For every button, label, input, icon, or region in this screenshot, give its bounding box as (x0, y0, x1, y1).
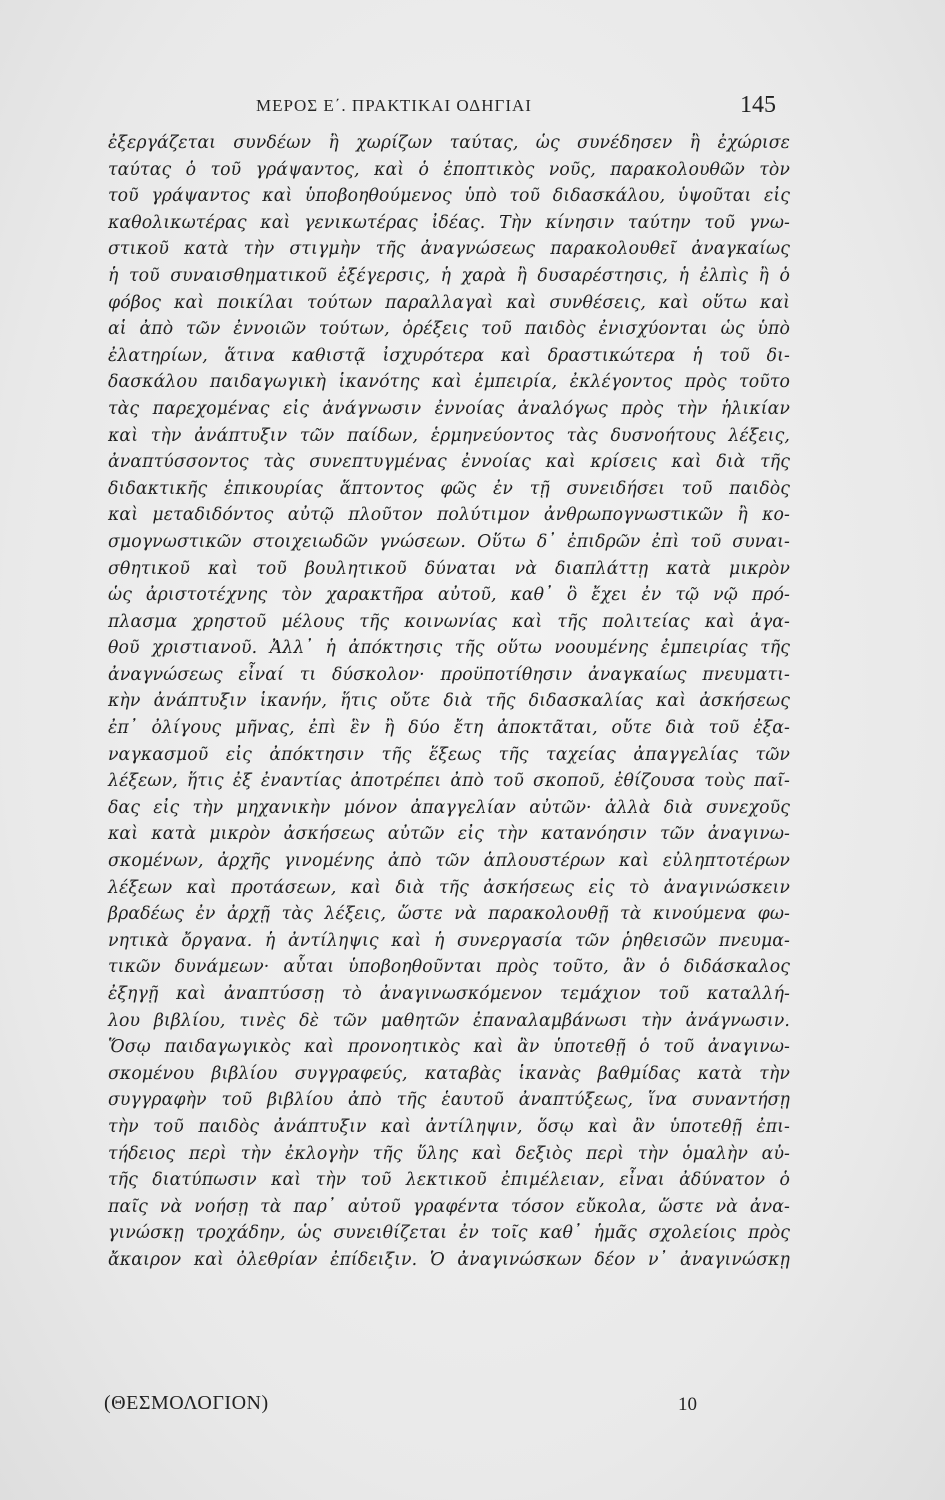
text-line: ἄκαιρον καὶ ὀλεθρίαν ἐπίδειξιν. Ὁ ἀναγινώσκων δέον ν᾽ ἀναγινώσκῃ (108, 1249, 790, 1270)
text-line: κὴν ἀνάπτυξιν ἱκανήν, ἥτις οὔτε διὰ τῆς διδασκαλίας καὶ ἀσκήσεως (108, 691, 790, 712)
text-line: ὡς ἀριστοτέχνης τὸν χαρακτῆρα αὐτοῦ, καθ᾽ ὃ ἔχει ἐν τῷ νῷ πρό- (108, 585, 790, 606)
text-line: ναγκασμοῦ εἰς ἀπόκτησιν τῆς ἕξεως τῆς ταχείας ἀπαγγελίας τῶν (108, 744, 790, 765)
text-line: αἱ ἀπὸ τῶν ἐννοιῶν τούτων, ὀρέξεις τοῦ παιδὸς ἐνισχύονται ὡς ὑπὸ (108, 319, 790, 340)
text-line: λου βιβλίου, τινὲς δὲ τῶν μαθητῶν ἐπαναλαμβάνωσι τὴν ἀνάγνωσιν. (108, 1010, 790, 1031)
text-line: γινώσκῃ τροχάδην, ὡς συνειθίζεται ἐν τοῖς καθ᾽ ἡμᾶς σχολείοις πρὸς (108, 1223, 790, 1244)
text-line: τοῦ γράψαντος καὶ ὑποβοηθούμενος ὑπὸ τοῦ διδασκάλου, ὑψοῦται εἰς (108, 186, 790, 207)
text-line: διδακτικῆς ἐπικουρίας ἅπτοντος φῶς ἐν τῇ συνειδήσει τοῦ παιδὸς (108, 478, 790, 499)
text-line: σθητικοῦ καὶ τοῦ βουλητικοῦ δύναται νὰ διαπλάττῃ κατὰ μικρὸν (108, 558, 790, 579)
page-number: 145 (740, 92, 776, 118)
text-line: Ὅσῳ παιδαγωγικὸς καὶ προνοητικὸς καὶ ἂν ὑποτεθῇ ὁ τοῦ ἀναγινω- (108, 1037, 790, 1058)
text-line: ἐπ᾽ ὀλίγους μῆνας, ἐπὶ ἓν ἢ δύο ἔτη ἀποκτᾶται, οὔτε διὰ τοῦ ἐξα- (108, 718, 790, 739)
text-line: φόβος καὶ ποικίλαι τούτων παραλλαγαὶ καὶ συνθέσεις, καὶ οὕτω καὶ (108, 292, 790, 313)
text-line: καὶ κατὰ μικρὸν ἀσκήσεως αὐτῶν εἰς τὴν κατανόησιν τῶν ἀναγινω- (108, 824, 790, 845)
text-line: δας εἰς τὴν μηχανικὴν μόνον ἀπαγγελίαν αὐτῶν· ἀλλὰ διὰ συνεχοῦς (108, 797, 790, 818)
text-line: ἀναγνώσεως εἶναί τι δύσκολον· προϋποτίθησιν ἀναγκαίως πνευματι- (108, 664, 790, 685)
page-header (256, 92, 776, 122)
text-line: δασκάλου παιδαγωγικὴ ἱκανότης καὶ ἐμπειρία, ἐκλέγοντος πρὸς τοῦτο (108, 372, 790, 393)
text-line: τὴν τοῦ παιδὸς ἀνάπτυξιν καὶ ἀντίληψιν, ὅσῳ καὶ ἂν ὑποτεθῇ ἐπι- (108, 1116, 790, 1137)
running-head: ΜΕΡΟΣ Ε΄. ΠΡΑΚΤΙΚΑΙ ΟΔΗΓΙΑΙ (256, 96, 532, 115)
text-line: καὶ τὴν ἀνάπτυξιν τῶν παίδων, ἑρμηνεύοντος τὰς δυσνοήτους λέξεις, (108, 425, 790, 446)
text-line: νητικὰ ὄργανα. ἡ ἀντίληψις καὶ ἡ συνεργασία τῶν ῥηθεισῶν πνευμα- (108, 930, 790, 951)
text-line: ἀναπτύσσοντος τὰς συνεπτυγμένας ἐννοίας καὶ κρίσεις καὶ διὰ τῆς (108, 452, 790, 473)
text-line: ἐλατηρίων, ἅτινα καθιστᾷ ἰσχυρότερα καὶ δραστικώτερα ἡ τοῦ δι- (108, 345, 790, 366)
text-line: στικοῦ κατὰ τὴν στιγμὴν τῆς ἀναγνώσεως παρακολουθεῖ ἀναγκαίως (108, 239, 790, 260)
text-line: βραδέως ἐν ἀρχῇ τὰς λέξεις, ὥστε νὰ παρακολουθῇ τὰ κινούμενα φω- (108, 904, 790, 925)
text-line: τικῶν δυνάμεων· αὗται ὑποβοηθοῦνται πρὸς τοῦτο, ἂν ὁ διδάσκαλος (108, 957, 790, 978)
text-line: ἐξηγῇ καὶ ἀναπτύσσῃ τὸ ἀναγινωσκόμενον τεμάχιον τοῦ καταλλή- (108, 984, 790, 1004)
text-line: λέξεων, ἥτις ἐξ ἐναντίας ἀποτρέπει ἀπὸ τοῦ σκοποῦ, ἐθίζουσα τοὺς παῖ- (108, 771, 790, 792)
text-line: σκομένων, ἀρχῆς γινομένης ἀπὸ τῶν ἁπλουστέρων καὶ εὐληπτοτέρων (108, 851, 790, 872)
text-line: ἡ τοῦ συναισθηματικοῦ ἐξέγερσις, ἡ χαρὰ ἢ δυσαρέστησις, ἡ ἐλπὶς ἢ ὁ (108, 265, 790, 286)
text-line: συγγραφὴν τοῦ βιβλίου ἀπὸ τῆς ἑαυτοῦ ἀναπτύξεως, ἵνα συναντήσῃ (108, 1090, 790, 1111)
text-line: ἐξεργάζεται συνδέων ἢ χωρίζων ταύτας, ὡς συνέδησεν ἢ ἐχώρισε (108, 133, 790, 153)
text-line: ταύτας ὁ τοῦ γράψαντος, καὶ ὁ ἐποπτικὸς νοῦς, παρακολουθῶν τὸν (108, 159, 790, 180)
sheet-number: 10 (678, 1394, 697, 1415)
text-line: σκομένου βιβλίου συγγραφεύς, καταβὰς ἱκανὰς βαθμίδας κατὰ τὴν (108, 1063, 790, 1084)
text-line: παῖς νὰ νοήσῃ τὰ παρ᾽ αὐτοῦ γραφέντα τόσον εὔκολα, ὥστε νὰ ἀνα- (108, 1196, 790, 1217)
body-text (108, 130, 790, 1274)
text-line: θοῦ χριστιανοῦ. Ἀλλ᾽ ἡ ἀπόκτησις τῆς οὕτω νοουμένης ἐμπειρίας τῆς (108, 638, 790, 659)
signature-mark: (ΘΕΣΜΟΛΟΓΙΟΝ) (104, 1392, 269, 1414)
text-line: καὶ μεταδιδόντος αὐτῷ πλοῦτον πολύτιμον ἀνθρωπογνωστικῶν ἢ κο- (108, 505, 790, 526)
text-line: πλασμα χρηστοῦ μέλους τῆς κοινωνίας καὶ τῆς πολιτείας καὶ ἀγα- (108, 611, 790, 632)
text-line: καθολικωτέρας καὶ γενικωτέρας ἰδέας. Τὴν κίνησιν ταύτην τοῦ γνω- (108, 212, 790, 233)
page-footer (104, 1392, 704, 1422)
text-line: τῆς διατύπωσιν καὶ τὴν τοῦ λεκτικοῦ ἐπιμέλειαν, εἶναι ἀδύνατον ὁ (108, 1170, 790, 1191)
text-line: λέξεων καὶ προτάσεων, καὶ διὰ τῆς ἀσκήσεως εἰς τὸ ἀναγινώσκειν (108, 877, 790, 898)
text-line: τὰς παρεχομένας εἰς ἀνάγνωσιν ἐννοίας ἀναλόγως πρὸς τὴν ἡλικίαν (108, 398, 790, 419)
text-line: σμογνωστικῶν στοιχειωδῶν γνώσεων. Οὕτω δ᾽ ἐπιδρῶν ἐπὶ τοῦ συναι- (108, 531, 790, 552)
text-line: τήδειος περὶ τὴν ἐκλογὴν τῆς ὕλης καὶ δεξιὸς περὶ τὴν ὁμαλὴν αὐ- (108, 1143, 790, 1164)
